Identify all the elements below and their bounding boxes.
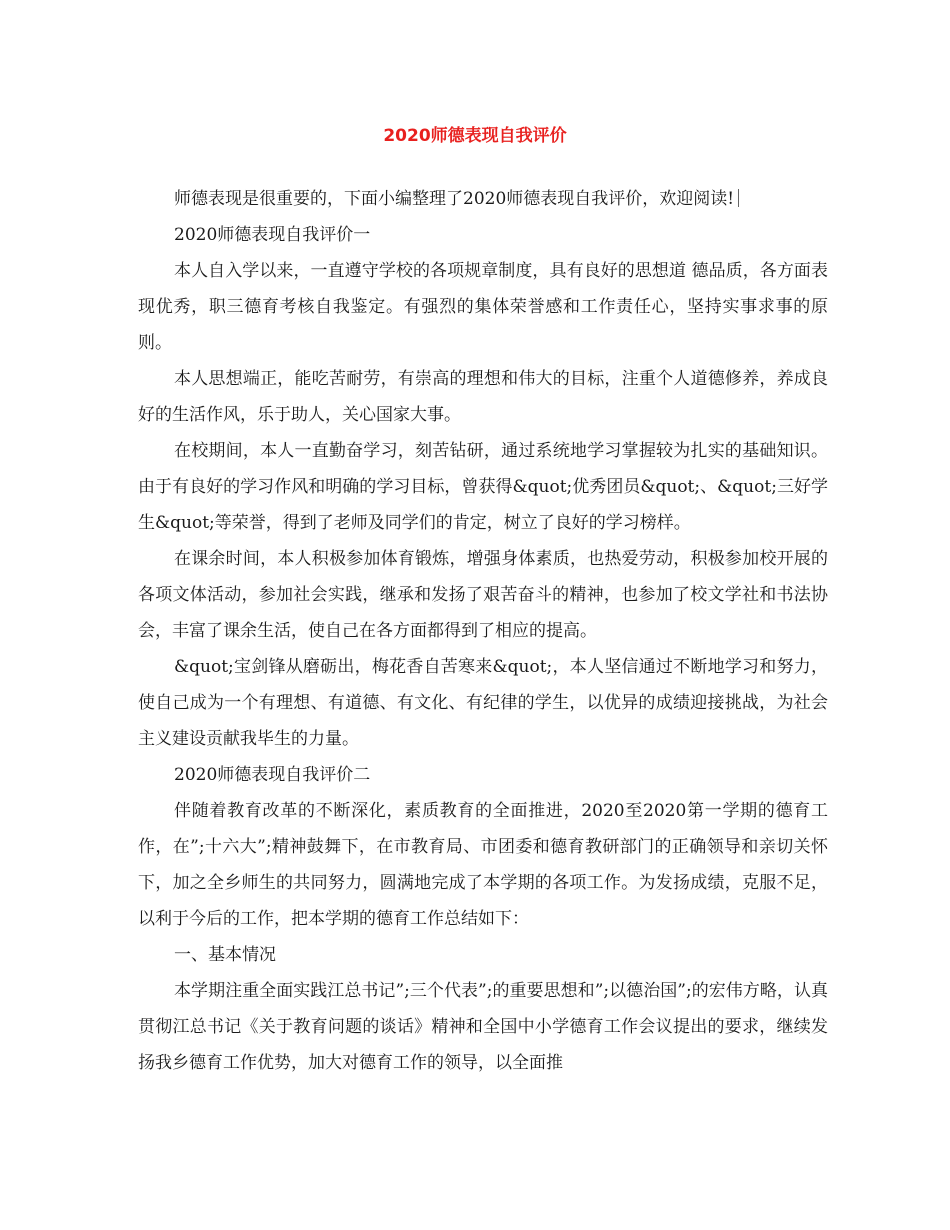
body-paragraph: 在校期间，本人一直勤奋学习，刻苦钻研，通过系统地学习掌握较为扎实的基础知识。由于有良好的学习作风和明确的学习目标，曾获得&quot;优秀团员&quot;、&quot;三好学生&quot;等荣誉，得到了老师及同学们的肯定，树立了良好的学习榜样。 (138, 441, 828, 533)
section-heading: 2020师德表现自我评价一 (174, 225, 371, 245)
document-body (138, 181, 828, 1081)
section-heading: 2020师德表现自我评价二 (174, 765, 371, 785)
intro-paragraph: 师德表现是很重要的，下面小编整理了2020师德表现自我评价，欢迎阅读! (138, 181, 828, 217)
document-title: 2020师德表现自我评价 (383, 126, 567, 146)
body-paragraph: &quot;宝剑锋从磨砺出，梅花香自苦寒来&quot;，本人坚信通过不断地学习和努力，使自己成为一个有理想、有道德、有文化、有纪律的学生，以优异的成绩迎接挑战，为社会主义建设贡献我毕生的力量。 (138, 657, 828, 749)
body-paragraph: 本人自入学以来，一直遵守学校的各项规章制度，具有良好的思想道 德品质，各方面表现优秀，职三德育考核自我鉴定。有强烈的集体荣誉感和工作责任心，坚持实事求事的原则。 (138, 261, 828, 353)
body-paragraph: 本学期注重全面实践江总书记”;三个代表”;的重要思想和”;以德治国”;的宏伟方略，认真贯彻江总书记《关于教育问题的谈话》精神和全国中小学德育工作会议提出的要求，继续发扬我乡德育工作优势，加大对德育工作的领导，以全面推 (138, 981, 828, 1073)
body-paragraph: 本人思想端正，能吃苦耐劳，有崇高的理想和伟大的目标，注重个人道德修养，养成良好的生活作风，乐于助人，关心国家大事。 (138, 369, 828, 425)
text-cursor (738, 189, 739, 207)
subsection-heading: 一、基本情况 (174, 945, 276, 965)
body-paragraph: 伴随着教育改革的不断深化，素质教育的全面推进，2020至2020第一学期的德育工作，在”;十六大”;精神鼓舞下，在市教育局、市团委和德育教研部门的正确领导和亲切关怀下，加之全乡师生的共同努力，圆满地完成了本学期的各项工作。为发扬成绩，克服不足，以利于今后的工作，把本学期的德育工作总结如下： (138, 801, 828, 929)
body-paragraph: 在课余时间，本人积极参加体育锻炼，增强身体素质，也热爱劳动，积极参加校开展的各项文体活动，参加社会实践，继承和发扬了艰苦奋斗的精神，也参加了校文学社和书法协会，丰富了课余生活，使自己在各方面都得到了相应的提高。 (138, 549, 828, 641)
